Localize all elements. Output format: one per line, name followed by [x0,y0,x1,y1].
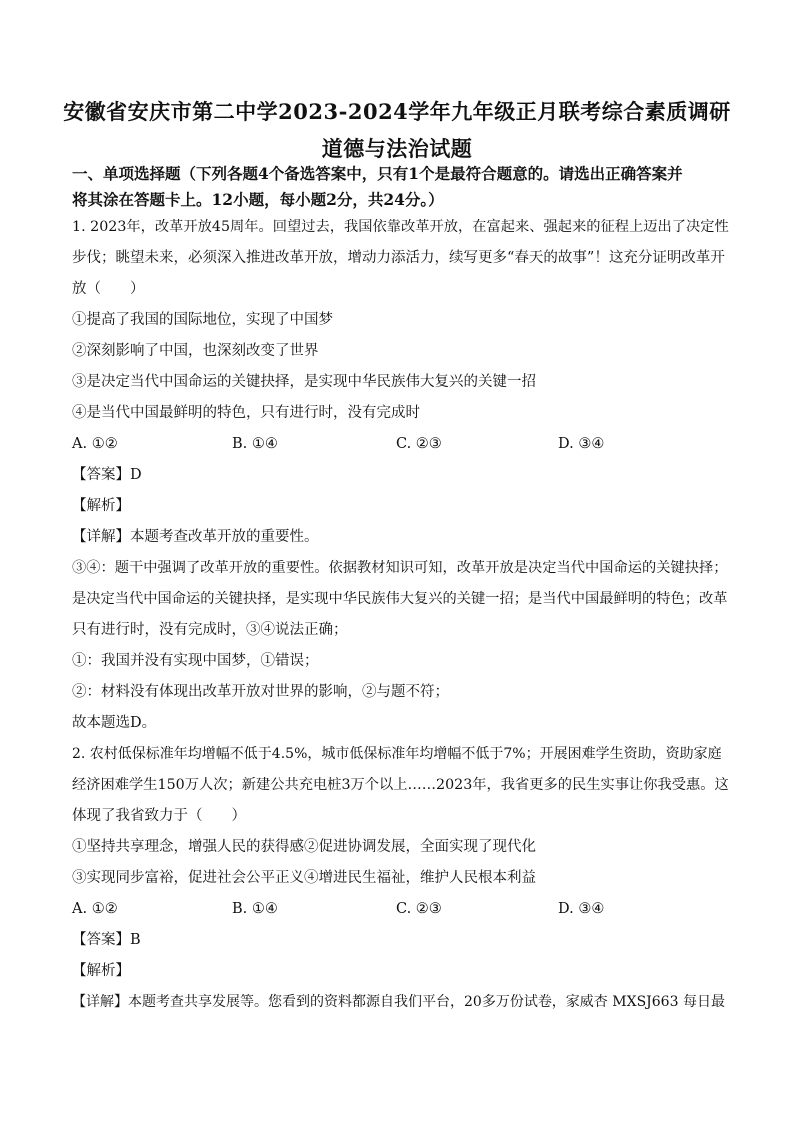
q1-detail: 【详解】本题考查改革开放的重要性。 [72,529,319,545]
q2-option-d: D. ③④ [558,901,605,917]
q1-statement-1: ①提高了我国的国际地位，实现了中国梦 [72,312,333,328]
q1-option-a: A. ①② [72,436,118,452]
section-heading-line2: 将其涂在答题卡上。12小题，每小题2分，共24分。） [72,190,444,209]
q2-option-b: B. ①④ [232,901,278,917]
q1-explanation-5: ②：材料没有体现出改革开放对世界的影响，②与题不符； [72,684,449,700]
q1-explanation-1: ③④：题干中强调了改革开放的重要性。依据教材知识可知，改革开放是决定当代中国命运的关键抉择； [72,560,728,576]
q1-option-b: B. ①④ [232,436,278,452]
q1-answer: 【答案】D [72,467,142,483]
q2-option-c: C. ②③ [396,901,442,917]
q1-explanation-3: 只有进行时，没有完成时，③④说法正确； [72,622,348,638]
q1-option-d: D. ③④ [558,436,605,452]
q2-stem-line2: 经济困难学生150万人次；新建公共充电桩3万个以上……2023年，我省更多的民生实事让你我受惠。这 [72,777,729,793]
q2-answer: 【答案】B [72,932,141,948]
document-title: 安徽省安庆市第二中学2023-2024学年九年级正月联考综合素质调研 [63,99,731,124]
q1-stem-line3: 放（ ） [72,281,145,297]
q1-statement-4: ④是当代中国最鲜明的特色，只有进行时，没有完成时 [72,405,420,421]
q1-statement-2: ②深刻影响了中国，也深刻改变了世界 [72,343,319,359]
document-subtitle: 道德与法治试题 [321,136,473,161]
q1-statement-3: ③是决定当代中国命运的关键抉择，是实现中华民族伟大复兴的关键一招 [72,374,536,390]
q2-statements-3-4: ③实现同步富裕，促进社会公平正义④增进民生福祉，维护人民根本利益 [72,870,536,886]
q2-statements-1-2: ①坚持共享理念，增强人民的获得感②促进协调发展，全面实现了现代化 [72,839,536,855]
q1-conclusion: 故本题选D。 [72,715,157,731]
section-heading-line1: 一、单项选择题（下列各题4个备选答案中，只有1个是最符合题意的。请选出正确答案并 [72,164,683,183]
q2-stem-line1: 2. 农村低保标准年均增幅不低于4.5%，城市低保标准年均增幅不低于7%；开展困难学生资助，资助家庭 [72,746,722,762]
q1-explanation-2: 是决定当代中国命运的关键抉择，是实现中华民族伟大复兴的关键一招；是当代中国最鲜明的特色；改革 [72,591,728,607]
q1-stem-line2: 步伐；眺望未来，必须深入推进改革开放，增动力添活力，续写更多“春天的故事”！这充分证明改革开 [72,250,725,266]
q2-stem-line3: 体现了我省致力于（ ） [72,808,246,824]
q1-analysis-label: 【解析】 [72,498,130,514]
q2-analysis-label: 【解析】 [72,963,130,979]
q1-explanation-4: ①：我国并没有实现中国梦，①错误； [72,653,319,669]
q1-stem-line1: 1. 2023年，改革开放45周年。回望过去，我国依靠改革开放，在富起来、强起来的征程上迈出了决定性 [72,219,729,235]
q2-option-a: A. ①② [72,901,118,917]
q1-option-c: C. ②③ [396,436,442,452]
q2-detail: 【详解】本题考查共享发展等。您看到的资料都源自我们平台，20多万份试卷，家威杏 MXSJ663 每日最 [72,994,725,1010]
